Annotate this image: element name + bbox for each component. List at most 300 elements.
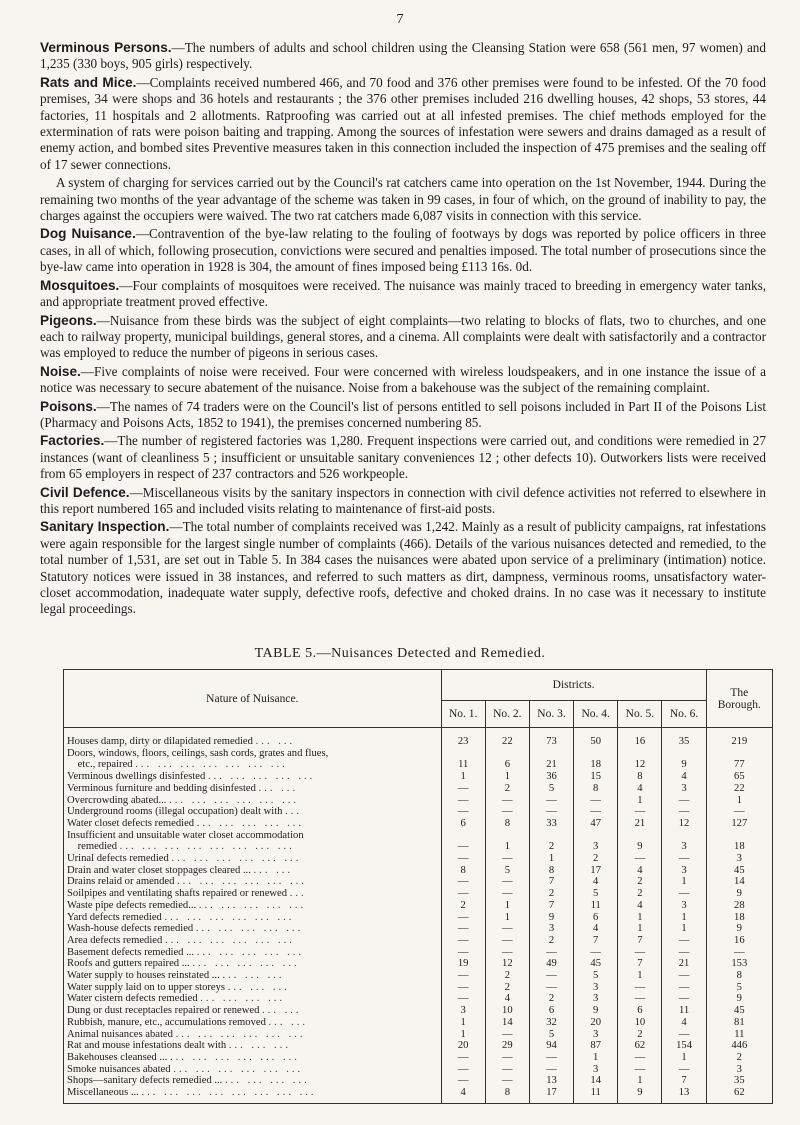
table-row (64, 1064, 773, 1076)
district-5-value (618, 830, 662, 842)
district-1-value: — (441, 970, 485, 982)
dot-leader: ... ... (268, 1016, 309, 1028)
district-6-value: 11 (662, 1005, 706, 1017)
table-row (64, 759, 773, 771)
district-2-value: 1 (485, 900, 529, 912)
district-4-value: 50 (574, 728, 618, 748)
district-5-value: 62 (618, 1040, 662, 1052)
nuisance-label: etc., repaired (67, 759, 133, 771)
borough-total-value (706, 830, 772, 842)
district-3-value: 3 (529, 923, 573, 935)
header-the-borough: The Borough. (706, 670, 772, 728)
district-4-value: 3 (574, 982, 618, 994)
district-5-value (618, 748, 662, 760)
district-3-value: 32 (529, 1017, 573, 1029)
district-2-value: — (485, 1075, 529, 1087)
table-row (64, 947, 773, 959)
borough-total-value: 8 (706, 970, 772, 982)
district-2-value: 10 (485, 1005, 529, 1017)
borough-total-value: 11 (706, 1029, 772, 1041)
district-5-value: — (618, 993, 662, 1005)
nuisance-label-cell (64, 771, 442, 783)
district-4-value: 15 (574, 771, 618, 783)
district-5-value: 16 (618, 728, 662, 748)
nuisance-label: Drains relaid or amended (67, 876, 175, 888)
district-3-value: 13 (529, 1075, 573, 1087)
district-2-value (485, 830, 529, 842)
district-6-value: 3 (662, 841, 706, 853)
body-text (40, 40, 766, 620)
paragraph-heading: Noise. (40, 363, 81, 379)
nuisance-label-cell (64, 1040, 442, 1052)
table-row (64, 771, 773, 783)
nuisance-label: Drain and water closet stoppages cleared ... (67, 864, 251, 876)
nuisance-label-cell (64, 1064, 442, 1076)
borough-total-value: 5 (706, 982, 772, 994)
district-2-value: — (485, 876, 529, 888)
district-6-value: 3 (662, 783, 706, 795)
nuisance-label-cell (64, 947, 442, 959)
nuisance-label-cell (64, 1017, 442, 1029)
borough-total-value: 81 (706, 1017, 772, 1029)
header-district-1: No. 1. (441, 701, 485, 728)
header-district-3: No. 3. (529, 701, 573, 728)
district-4-value: 4 (574, 923, 618, 935)
paragraph (40, 399, 766, 432)
district-1-value: — (441, 935, 485, 947)
district-3-value: 17 (529, 1087, 573, 1103)
nuisance-label: Soilpipes and ventilating shafts repaired or renewed (67, 888, 288, 900)
nuisance-label: Dung or dust receptacles repaired or renewed (67, 1005, 260, 1017)
borough-total-value: 28 (706, 900, 772, 912)
table-row (64, 888, 773, 900)
district-1-value: 6 (441, 818, 485, 830)
district-3-value: 2 (529, 993, 573, 1005)
district-3-value: 73 (529, 728, 573, 748)
dot-leader: ... ... ... (228, 1040, 291, 1052)
district-4-value: 3 (574, 993, 618, 1005)
district-6-value: 21 (662, 958, 706, 970)
borough-total-value: 14 (706, 876, 772, 888)
nuisance-label: Water cistern defects remedied (67, 993, 198, 1005)
table-row (64, 958, 773, 970)
district-1-value: — (441, 1052, 485, 1064)
nuisance-label-cell (64, 1075, 442, 1087)
district-5-value: 4 (618, 900, 662, 912)
district-3-value: 49 (529, 958, 573, 970)
table-caption: TABLE 5.—Nuisances Detected and Remedied. (254, 646, 546, 661)
nuisance-label: Shops—sanitary defects remedied ... (67, 1075, 223, 1087)
nuisance-label: Overcrowding abated... (67, 794, 167, 806)
nuisance-label-cell (64, 993, 442, 1005)
district-5-value: 1 (618, 970, 662, 982)
district-4-value: 87 (574, 1040, 618, 1052)
district-4-value: 1 (574, 1052, 618, 1064)
district-6-value: 1 (662, 912, 706, 924)
district-3-value (529, 830, 573, 842)
district-5-value: 7 (618, 958, 662, 970)
district-3-value: 5 (529, 783, 573, 795)
paragraph (40, 75, 766, 173)
district-6-value: 1 (662, 923, 706, 935)
district-5-value: 6 (618, 1005, 662, 1017)
district-2-value: 2 (485, 982, 529, 994)
nuisance-label-cell (64, 1029, 442, 1041)
district-6-value: — (662, 853, 706, 865)
district-1-value: 3 (441, 1005, 485, 1017)
table-row (64, 783, 773, 795)
district-1-value (441, 748, 485, 760)
district-4-value: 5 (574, 888, 618, 900)
paragraph-heading: Civil Defence. (40, 484, 130, 500)
borough-total-value: 9 (706, 923, 772, 935)
paragraph-heading: Mosquitoes. (40, 277, 120, 293)
nuisance-label: Miscellaneous ... (67, 1087, 139, 1099)
table-row (64, 748, 773, 760)
nuisance-label: Underground rooms (illegal occupation) dealt with (67, 806, 283, 818)
district-4-value: 17 (574, 865, 618, 877)
paragraph-heading: Rats and Mice. (40, 74, 137, 90)
dot-leader: ... ... ... ... ... (196, 817, 305, 829)
district-4-value: 3 (574, 1064, 618, 1076)
nuisance-label-cell (64, 1087, 442, 1103)
borough-total-value: 9 (706, 888, 772, 900)
header-districts: Districts. (441, 670, 706, 701)
district-5-value: 1 (618, 912, 662, 924)
district-4-value: 5 (574, 970, 618, 982)
nuisance-label: Water supply to houses reinstated ... (67, 970, 220, 982)
borough-total-value: 45 (706, 865, 772, 877)
district-2-value: — (485, 1064, 529, 1076)
district-5-value: 4 (618, 783, 662, 795)
nuisance-label: remedied (67, 841, 118, 853)
dot-leader: ... ... ... (222, 970, 285, 982)
paragraph-heading: Poisons. (40, 398, 97, 414)
dot-leader: ... ... ... ... ... (192, 958, 300, 970)
district-1-value: 1 (441, 1017, 485, 1029)
district-6-value: — (662, 806, 706, 818)
district-1-value: — (441, 783, 485, 795)
table-row (64, 818, 773, 830)
nuisance-label-cell (64, 865, 442, 877)
district-1-value: 23 (441, 728, 485, 748)
district-3-value: 33 (529, 818, 573, 830)
district-4-value: 14 (574, 1075, 618, 1087)
paragraph-text: —The numbers of adults and school children using the Cleansing Station were 658 (561 men, 97 women) and 1,235 (330 boys, 905 girls) respectively. (40, 40, 766, 72)
nuisance-label: Area defects remedied (67, 934, 163, 946)
table-body (64, 728, 773, 1104)
district-2-value: 2 (485, 783, 529, 795)
district-1-value: — (441, 947, 485, 959)
nuisance-label-cell (64, 970, 442, 982)
table-row (64, 853, 773, 865)
district-5-value: 4 (618, 865, 662, 877)
district-5-value: — (618, 806, 662, 818)
dot-leader: ... ... ... ... (225, 1075, 310, 1087)
district-6-value: — (662, 1064, 706, 1076)
nuisance-label-cell (64, 982, 442, 994)
district-1-value: 1 (441, 1029, 485, 1041)
table-row (64, 923, 773, 935)
nuisance-label: Waste pipe defects remedied... (67, 899, 197, 911)
district-2-value: — (485, 806, 529, 818)
district-3-value: 36 (529, 771, 573, 783)
table-row (64, 1017, 773, 1029)
district-6-value: 9 (662, 759, 706, 771)
table-row (64, 1040, 773, 1052)
district-3-value: — (529, 970, 573, 982)
nuisance-label-cell (64, 1005, 442, 1017)
nuisance-label-cell (64, 958, 442, 970)
district-2-value: — (485, 947, 529, 959)
district-3-value: 2 (529, 841, 573, 853)
district-3-value: 7 (529, 876, 573, 888)
district-6-value: — (662, 982, 706, 994)
district-6-value: — (662, 993, 706, 1005)
district-4-value: 45 (574, 958, 618, 970)
table-row (64, 935, 773, 947)
district-2-value: 1 (485, 841, 529, 853)
district-2-value: — (485, 923, 529, 935)
paragraph (40, 364, 766, 397)
nuisance-label: Water supply laid on to upper storeys (67, 981, 226, 993)
district-1-value: 19 (441, 958, 485, 970)
nuisance-label: Water closet defects remedied (67, 817, 195, 829)
dot-leader: ... ... ... ... ... ... ... ... (119, 841, 295, 853)
borough-total-value: 219 (706, 728, 772, 748)
nuisance-label: Roofs and gutters repaired ... (67, 958, 190, 970)
paragraph-text: A system of charging for services carried out by the Council's rat catchers came into operation on the 1st November, 1944. During the remaining two months of the year advantage of the scheme was taken in 99 cases, in four of which, on the ground of inability to pay, the charges against the occupiers were waived. The two rat catchers made 6,087 visits in connection with this service. (40, 175, 766, 224)
district-6-value (662, 748, 706, 760)
district-2-value: — (485, 1052, 529, 1064)
nuisance-label: Insufficient and unsuitable water closet accommodation (67, 829, 304, 841)
district-6-value: 1 (662, 876, 706, 888)
table-row (64, 982, 773, 994)
district-3-value: 7 (529, 900, 573, 912)
paragraph (40, 226, 766, 275)
district-4-value: 2 (574, 853, 618, 865)
nuisance-label-cell (64, 783, 442, 795)
dot-leader: ... ... ... ... ... ... (175, 1028, 306, 1040)
paragraph-text: —Four complaints of mosquitoes were received. The nuisance was mainly traced to breeding in emergency water tanks, and appropriate treatment proved effective. (40, 277, 766, 310)
nuisance-label-cell (64, 806, 442, 818)
nuisance-label-cell (64, 876, 442, 888)
district-4-value: 47 (574, 818, 618, 830)
district-1-value: — (441, 795, 485, 807)
district-4-value: 3 (574, 1029, 618, 1041)
district-2-value: 14 (485, 1017, 529, 1029)
district-6-value: 4 (662, 771, 706, 783)
dot-leader: ... ... (255, 736, 296, 747)
district-1-value: — (441, 853, 485, 865)
table-row (64, 865, 773, 877)
district-1-value: 1 (441, 771, 485, 783)
district-3-value: 94 (529, 1040, 573, 1052)
district-2-value: 22 (485, 728, 529, 748)
dot-leader: ... ... ... (227, 981, 290, 993)
district-5-value: 1 (618, 795, 662, 807)
district-6-value: 4 (662, 1017, 706, 1029)
district-3-value: 9 (529, 912, 573, 924)
nuisance-label: Rat and mouse infestations dealt with (67, 1040, 227, 1052)
district-6-value: 7 (662, 1075, 706, 1087)
district-4-value: 8 (574, 783, 618, 795)
paragraph-text: —The total number of complaints received was 1,242. Mainly as a result of publicity campaigns, rat infestations were again responsible for the largest single number of complaints (466). Details of the various nuisances detected and remedied, to the total number of 1,531, are set out in Table 5. In 384 cases the nuisances were abated upon service of a preliminary (intimation) notice. Statutory notices were issued in 38 instances, and referred to such matters as dirt, dampness, verminous rooms, unsatisfactory water-closet accommodation, inadequate water supply, defective roofs, defective and choked drains. In no case was it necessary to institute legal proceedings. (40, 519, 766, 617)
borough-total-value: 77 (706, 759, 772, 771)
table-row (64, 993, 773, 1005)
district-6-value: 13 (662, 1087, 706, 1103)
district-3-value: 2 (529, 935, 573, 947)
borough-total-value: — (706, 806, 772, 818)
table-row (64, 1029, 773, 1041)
dot-leader: ... ... (262, 1005, 302, 1017)
borough-total-value: 16 (706, 935, 772, 947)
nuisance-label: Urinal defects remedied (67, 853, 169, 865)
paragraph-text: —Miscellaneous visits by the sanitary inspectors in connection with civil defence activities not referred to elsewhere in this report numbered 165 and included visits relating to maintenance of first-aid posts. (40, 484, 766, 516)
nuisance-label-cell (64, 888, 442, 900)
paragraph-heading: Dog Nuisance. (40, 226, 136, 242)
district-1-value: 8 (441, 865, 485, 877)
table-row (64, 1052, 773, 1064)
table-row (64, 728, 773, 748)
district-5-value: — (618, 1052, 662, 1064)
nuisance-label: Smoke nuisances abated (67, 1063, 171, 1075)
paragraph-heading: Verminous Persons. (40, 40, 172, 55)
paragraph-text: —Complaints received numbered 466, and 70 food and 376 other premises were found to be infested. Of the 70 food premises, 34 were shops and 36 hotels and restaurants ; the 376 other premises included 216 dwelling houses, 42 shops, 53 stores, 44 factories, 11 hospitals and 2 allotments. Ratproofing was carried out at all infested premises. The chief methods employed for the extermination of rats were poison baiting and trapping. Among the sources of infestation were sewers and drains damaged as a result of enemy action, and bombed sites Preventive measures taken in this connection included the inspection of 475 premises and the sealing off of 17 sewer connections. (40, 74, 766, 172)
dot-leader: ... ... ... ... ... ... (169, 794, 300, 806)
nuisance-label-cell (64, 1052, 442, 1064)
dot-leader: ... (285, 806, 303, 818)
district-1-value: — (441, 982, 485, 994)
table-row (64, 900, 773, 912)
dot-leader: ... ... ... ... ... ... (171, 853, 302, 865)
dot-leader: ... ... ... ... ... (198, 899, 307, 911)
district-5-value: — (618, 982, 662, 994)
district-2-value: 4 (485, 993, 529, 1005)
nuisance-label: Yard defects remedied (67, 911, 162, 923)
district-3-value: 6 (529, 1005, 573, 1017)
district-3-value: 8 (529, 865, 573, 877)
header-district-2: No. 2. (485, 701, 529, 728)
table-row (64, 830, 773, 842)
district-5-value: 21 (618, 818, 662, 830)
district-5-value: 10 (618, 1017, 662, 1029)
dot-leader: ... ... (258, 782, 299, 794)
district-4-value: — (574, 947, 618, 959)
page-number: 7 (396, 12, 404, 27)
district-3-value: — (529, 806, 573, 818)
district-5-value: 2 (618, 888, 662, 900)
district-2-value: 2 (485, 970, 529, 982)
district-2-value: 29 (485, 1040, 529, 1052)
dot-leader: ... ... ... ... (200, 993, 286, 1005)
district-2-value: 1 (485, 771, 529, 783)
paragraph (40, 175, 766, 224)
district-5-value: 7 (618, 935, 662, 947)
paragraph-heading: Sanitary Inspection. (40, 519, 170, 535)
district-1-value: — (441, 993, 485, 1005)
district-5-value: — (618, 947, 662, 959)
district-4-value: 11 (574, 900, 618, 912)
borough-total-value: 18 (706, 912, 772, 924)
dot-leader: ... ... ... ... ... (195, 923, 304, 935)
header-district-5: No. 5. (618, 701, 662, 728)
borough-total-value: 9 (706, 993, 772, 1005)
district-6-value: 3 (662, 865, 706, 877)
header-district-6: No. 6. (662, 701, 706, 728)
district-6-value: 1 (662, 1052, 706, 1064)
borough-total-value: 1 (706, 795, 772, 807)
district-1-value: 11 (441, 759, 485, 771)
borough-total-value: 35 (706, 1075, 772, 1087)
nuisance-label-cell (64, 830, 442, 842)
nuisance-label: Basement defects remedied ... (67, 946, 195, 958)
district-4-value: 20 (574, 1017, 618, 1029)
nuisance-label: Rubbish, manure, etc., accumulations removed (67, 1016, 266, 1028)
borough-total-value: 3 (706, 853, 772, 865)
paragraph-text: —The number of registered factories was 1,280. Frequent inspections were carried out, and conditions were remedied in 27 instances (want of cleanliness 5 ; insufficient or unsuitable sanitary conveniences 12 ; other defects 10). Outworkers lists were received from 65 employers in respect of 237 contractors and 526 workpeople. (40, 433, 766, 482)
district-2-value: 8 (485, 818, 529, 830)
district-6-value: — (662, 1029, 706, 1041)
paragraph-text: —The names of 74 traders were on the Council's list of persons entitled to sell poisons included in Part II of the Poisons List (Pharmacy and Poisons Acts, 1852 to 1941), the premises concerned numbering 85. (40, 398, 766, 430)
district-1-value: 4 (441, 1087, 485, 1103)
district-3-value: 1 (529, 853, 573, 865)
district-6-value: — (662, 935, 706, 947)
district-1-value: — (441, 876, 485, 888)
district-5-value: 9 (618, 841, 662, 853)
district-6-value: 35 (662, 728, 706, 748)
dot-leader: ... ... ... ... ... ... (173, 1063, 304, 1075)
dot-leader: ... (289, 888, 307, 900)
paragraph (40, 40, 766, 73)
table-header (64, 670, 773, 728)
dot-leader: ... ... ... ... ... ... ... (135, 759, 288, 771)
table-row (64, 806, 773, 818)
district-2-value: 8 (485, 1087, 529, 1103)
paragraph (40, 433, 766, 482)
district-6-value: 154 (662, 1040, 706, 1052)
district-6-value: — (662, 947, 706, 959)
district-5-value: 12 (618, 759, 662, 771)
paragraph-text: —Nuisance from these birds was the subject of eight complaints—two relating to blocks of flats, two to churches, and one each to railway property, municipal buildings, general stores, and a cinema. All complaints were dealt with satisfactorily and a contractor was employed to reduce the number of pigeons in serious cases. (40, 312, 766, 361)
nuisance-label-cell (64, 841, 442, 853)
nuisance-label-cell (64, 923, 442, 935)
nuisance-label-cell (64, 853, 442, 865)
nuisance-table (63, 669, 773, 1104)
paragraph (40, 278, 766, 311)
table-row (64, 970, 773, 982)
dot-leader: ... ... ... ... ... ... (169, 1051, 300, 1063)
borough-total-value: 65 (706, 771, 772, 783)
table-row (64, 795, 773, 807)
district-6-value: 12 (662, 818, 706, 830)
nuisance-label-cell (64, 795, 442, 807)
district-2-value: 6 (485, 759, 529, 771)
borough-total-value: 127 (706, 818, 772, 830)
paragraph-heading: Factories. (40, 433, 105, 449)
district-1-value: — (441, 912, 485, 924)
table-row (64, 1005, 773, 1017)
district-3-value: — (529, 947, 573, 959)
district-4-value: 3 (574, 841, 618, 853)
district-6-value: 3 (662, 900, 706, 912)
district-2-value: — (485, 1029, 529, 1041)
borough-total-value: 22 (706, 783, 772, 795)
table-row (64, 876, 773, 888)
dot-leader: ... ... ... ... ... ... (164, 911, 295, 923)
district-5-value: — (618, 1064, 662, 1076)
district-3-value: — (529, 1052, 573, 1064)
